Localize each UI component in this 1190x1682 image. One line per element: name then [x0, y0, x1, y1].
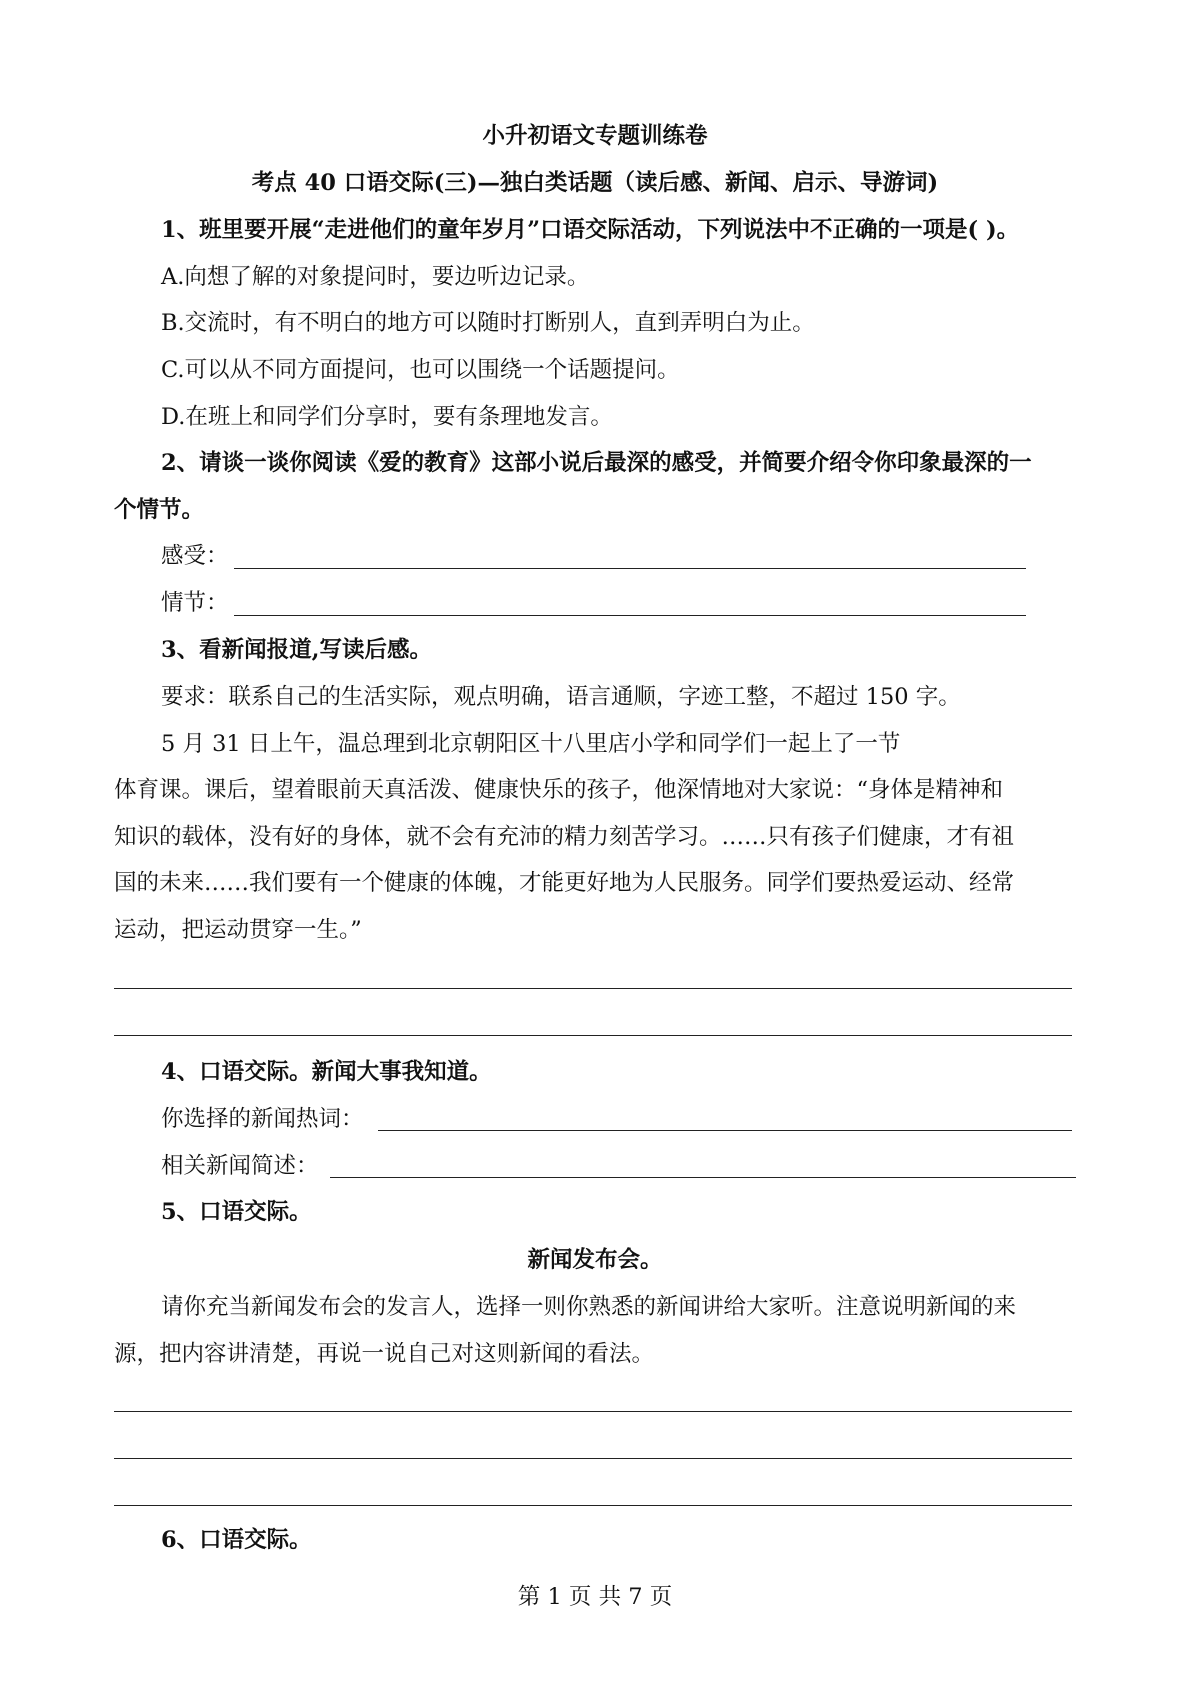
q5-answer-line[interactable]	[114, 1411, 1072, 1412]
q5-stem: 5、口语交际。	[161, 1199, 312, 1225]
q2-stem-line1: 2、请谈一谈你阅读《爱的教育》这部小说后最深的感受，并简要介绍令你印象最深的一	[161, 450, 1032, 476]
q3-passage-line: 知识的载体，没有好的身体，就不会有充沛的精力刻苦学习。……只有孩子们健康，才有祖	[114, 824, 1015, 850]
q1-option-c: C.可以从不同方面提问，也可以围绕一个话题提问。	[161, 357, 680, 383]
q1-option-a: A.向想了解的对象提问时，要边听边记录。	[161, 264, 590, 290]
q5-answer-line[interactable]	[114, 1505, 1072, 1506]
q4-summary-label: 相关新闻简述：	[161, 1153, 319, 1179]
page-number: 第 1 页 共 7 页	[517, 1584, 673, 1610]
q4-hotword-label: 你选择的新闻热词：	[161, 1106, 364, 1132]
q3-answer-line[interactable]	[114, 1035, 1072, 1036]
q6-stem: 6、口语交际。	[161, 1527, 312, 1553]
q1-option-d: D.在班上和同学们分享时，要有条理地发言。	[161, 404, 613, 430]
q2-plot-answer-line[interactable]	[234, 615, 1026, 616]
q3-requirement: 要求：联系自己的生活实际，观点明确，语言通顺，字迹工整，不超过 150 字。	[161, 684, 961, 710]
q2-feeling-label: 感受：	[161, 543, 229, 569]
q5-body-line: 请你充当新闻发布会的发言人，选择一则你熟悉的新闻讲给大家听。注意说明新闻的来	[161, 1294, 1017, 1320]
q4-stem: 4、口语交际。新闻大事我知道。	[161, 1059, 492, 1085]
q5-heading: 新闻发布会。	[527, 1247, 663, 1273]
q2-feeling-answer-line[interactable]	[234, 568, 1026, 569]
q3-passage-line: 5 月 31 日上午，温总理到北京朝阳区十八里店小学和同学们一起上了一节	[161, 731, 901, 757]
q2-plot-label: 情节：	[161, 590, 229, 616]
q5-body-line: 源，把内容讲清楚，再说一说自己对这则新闻的看法。	[114, 1341, 655, 1367]
q3-passage-line: 体育课。课后，望着眼前天真活泼、健康快乐的孩子，他深情地对大家说：“身体是精神和	[114, 777, 1004, 803]
q4-hotword-answer-line[interactable]	[378, 1130, 1072, 1131]
q5-answer-line[interactable]	[114, 1458, 1072, 1459]
page-subtitle: 考点 40 口语交际(三)—独白类话题（读后感、新闻、启示、导游词)	[251, 170, 939, 196]
q2-stem-line2: 个情节。	[114, 497, 205, 523]
q1-stem: 1、班里要开展“走进他们的童年岁月”口语交际活动，下列说法中不正确的一项是( )。	[161, 217, 1020, 243]
q3-passage-line: 运动，把运动贯穿一生。”	[114, 917, 362, 943]
page-title: 小升初语文专题训练卷	[482, 123, 708, 149]
q3-passage-line: 国的未来……我们要有一个健康的体魄，才能更好地为人民服务。同学们要热爱运动、经常	[114, 870, 1015, 896]
q3-answer-line[interactable]	[114, 988, 1072, 989]
q3-stem: 3、看新闻报道,写读后感。	[161, 637, 432, 663]
q1-option-b: B.交流时，有不明白的地方可以随时打断别人，直到弄明白为止。	[161, 310, 815, 336]
q4-summary-answer-line[interactable]	[330, 1177, 1076, 1178]
